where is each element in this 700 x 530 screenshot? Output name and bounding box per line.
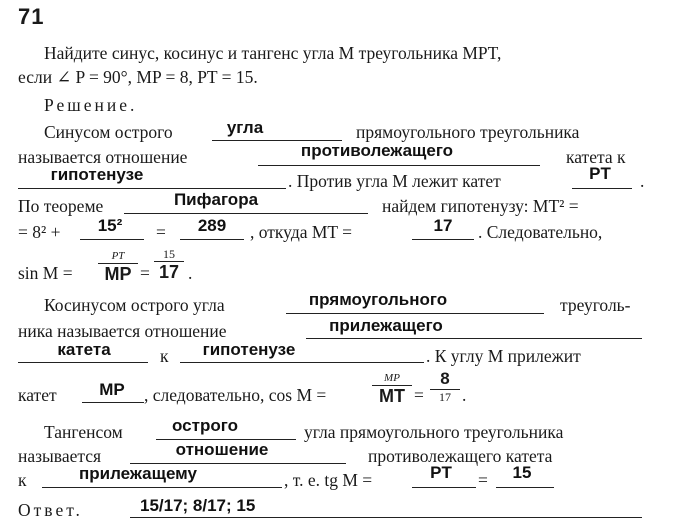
cos-frac-bottom: MT (379, 386, 405, 406)
p3-l2-b: противолежащего катета (368, 446, 553, 466)
solution-label: Решение. (44, 95, 138, 115)
sin-result-fraction (154, 248, 184, 281)
p2-l3-b: к (160, 346, 169, 366)
hw-mp: MP (99, 380, 125, 399)
task-line-2: если ∠ P = 90°, MP = 8, PT = 15. (18, 67, 258, 87)
sin-res-bottom: 17 (158, 262, 180, 282)
blank-cos-1 (286, 313, 544, 314)
p3-l1-b: угла прямоугольного треугольника (304, 422, 564, 442)
problem-number: 71 (18, 4, 45, 29)
period: . (640, 171, 645, 191)
cos-res-top: 8 (440, 369, 450, 388)
answer-label: Ответ. (18, 500, 83, 520)
hw-ugla: угла (226, 118, 264, 137)
blank-sin-6 (80, 239, 144, 240)
blank-tan-4 (412, 487, 476, 488)
cos-fraction (372, 372, 412, 405)
p1-l1-b: прямоугольного треугольника (356, 122, 580, 142)
blank-cos-4 (180, 362, 424, 363)
p1-l2-b: катета к (566, 147, 626, 167)
hw-prilezhashchego: прилежащего (329, 316, 443, 335)
sin-frac-bottom: MP (104, 264, 132, 284)
p2-l4-a: катет (18, 385, 57, 405)
p1-l5-d: . Следовательно, (478, 222, 603, 242)
sin-fraction (98, 250, 138, 283)
hw-pryamougolnogo: прямоугольного (308, 290, 448, 309)
cos-frac-top: MP (384, 372, 400, 384)
p1-l6-end: . (188, 263, 193, 283)
blank-sin-2 (258, 165, 540, 166)
p1-l6-eq: = (140, 263, 150, 283)
blank-sin-4 (572, 188, 632, 189)
hw-pt-1: PT (589, 164, 611, 183)
blank-answer (130, 517, 642, 518)
hw-gipotenuze-1: гипотенузе (50, 165, 144, 184)
hw-prilezhashchemu: прилежащему (78, 464, 197, 483)
hw-17: 17 (433, 216, 453, 235)
p3-l3-a: к (18, 470, 27, 490)
blank-cos-2 (306, 338, 642, 339)
p3-l2-a: называется (18, 446, 102, 466)
p2-l1-a: Косинусом острого угла (44, 295, 225, 315)
p1-l4-b: найдем гипотенузу: MT² = (382, 196, 579, 216)
p1-l5-a: = 8² + (18, 222, 61, 242)
hw-ostrogo: острого (172, 416, 238, 435)
p2-l4-end: . (462, 385, 467, 405)
sin-frac-top: PT (111, 250, 125, 262)
p2-l4-b: , следовательно, cos M = (144, 385, 327, 405)
p3-l3-b: , т. е. tg M = (284, 470, 373, 490)
sin-res-top: 15 (163, 247, 175, 261)
hw-kateta: катета (57, 340, 111, 359)
p2-l1-b: треуголь- (560, 295, 631, 315)
blank-sin-3 (18, 188, 286, 189)
blank-cos-3 (18, 362, 148, 363)
p3-l3-eq: = (478, 470, 488, 490)
hw-protivolezhashchego: противолежащего (300, 141, 454, 160)
hw-pt-2: PT (430, 463, 452, 482)
blank-sin-7 (180, 239, 244, 240)
blank-tan-3 (42, 487, 282, 488)
hw-15-squared: 15² (97, 216, 123, 235)
hw-pifagora: Пифагора (173, 190, 259, 209)
p1-l6-a: sin M = (18, 263, 73, 283)
p1-l5-c: , откуда MT = (250, 222, 353, 242)
cos-result-fraction (430, 370, 460, 404)
p2-l3-c: . К углу M прилежит (426, 346, 581, 366)
p1-l4-a: По теореме (18, 196, 104, 216)
blank-sin-5 (124, 213, 368, 214)
hw-289: 289 (197, 216, 227, 235)
blank-sin-8 (412, 239, 474, 240)
p1-l3-b: . Против угла M лежит катет (288, 171, 501, 191)
cos-res-bottom: 17 (439, 390, 451, 404)
p1-l1-a: Синусом острого (44, 122, 173, 142)
p3-l1-a: Тангенсом (44, 422, 123, 442)
hw-answer: 15/17; 8/17; 15 (140, 496, 256, 515)
p1-l5-b: = (156, 222, 166, 242)
blank-tan-5 (496, 487, 554, 488)
task-line-1: Найдите синус, косинус и тангенс угла M треугольника MPT, (44, 43, 502, 63)
p2-l4-eq: = (414, 385, 424, 405)
p2-l2-a: ника называется отношение (18, 321, 227, 341)
blank-cos-5 (82, 402, 144, 403)
hw-15: 15 (512, 463, 532, 482)
hw-otnoshenie: отношение (175, 440, 269, 459)
p1-l2-a: называется отношение (18, 147, 188, 167)
hw-gipotenuze-2: гипотенузе (202, 340, 296, 359)
